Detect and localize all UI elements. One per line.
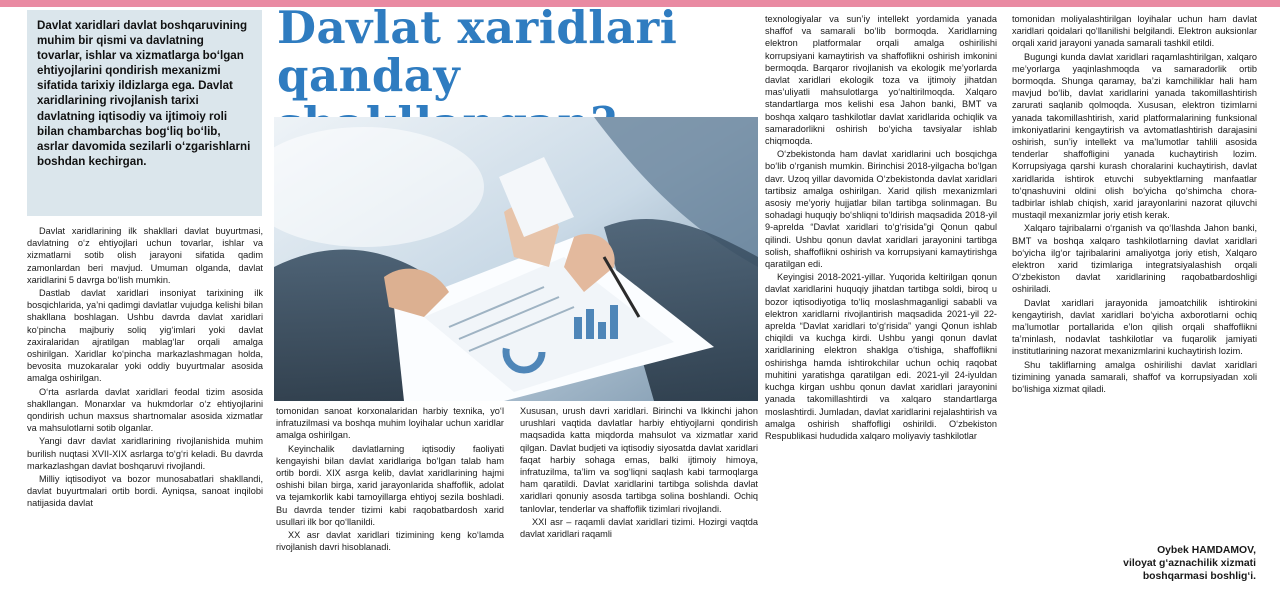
lead-box [27,10,262,216]
col2-paragraph: XX asr davlat xaridlari tizimining keng ko‘lamda rivojlanish davri hisoblanadi. [276,530,504,553]
col3-paragraph: Xususan, urush davri xaridlari. Birinchi va Ikkinchi jahon urushlari vaqtida davlatlar harbiy ehtiyojlarni qondirish maqsadida katta miqdorda mahsulot va xizmatlar xarid qilgan. Davlat budjeti va iqtisodiy siyosatda davlat xaridlari faqat harbiy sohaga emas, balki ijtimoiy himoya, infratuzilma, ta’lim va sog‘liqni saqlash kabi tarmoqlarga ham qaratildi. Davlat xaridlarini tartibga solishda davlat xaridlari qonuniy asosda tartibga solina boshlandi. Ochiq tanlovlar, tenderlar va shaffoflik tizimlari rivojlandi. [520,406,758,514]
column-3 [520,405,758,607]
col5-paragraph: Xalqaro tajribalarni o‘rganish va qo‘llashda Jahon banki, BMT va boshqa xalqaro tashkilotlarning davlat xaridlari bo‘yicha ilg‘or tajribalarini amaliyotga joriy etish, Xalqaro elektron xarid tizimlariga integratsiyalashish orqali O‘zbekiston davlat xaridlarining raqobatbardoshligi oshiriladi. [1012,223,1257,295]
col4-paragraph: Keyingisi 2018-2021-yillar. Yuqorida keltirilgan qonun davlat xaridlarini huquqiy jihatdan tartibga soldi, biroq u bozor iqtisodiyotiga to‘liq moslashmaganligi sababli va elektron xaridlarni rivojlantirish maqsadida 2021-yil 22-aprelda “Davlat xaridlari to‘g‘risida” yangi Qonun ishlab chiqildi va kuchga kirdi. Ushbu yangi qonun davlat xaridlarining elektron shaklga o‘tishiga, shaffoflikni oshirishga hamda ishtirokchilar uchun ochiq raqobat muhitini yaratishga qaratilgan edi. 2021-yil 24-iyuldan kuchga kirgan ushbu qonun davlat xaridlari jarayonini yanada takomillashtirdi va xalqaro standartlarga moslashtirdi. Jumladan, davlat xaridlarini rejalashtirish va amalga oshirish shaffofligi oshirildi. O‘zbekiston Respublikasi hududida xalqaro moliyaviy tashkilotlar [765,272,997,441]
author-name: Oybek HAMDAMOV, [1157,545,1256,556]
col1-paragraph: Milliy iqtisodiyot va bozor munosabatlari shakllandi, davlat buyurtmalari ortib bordi. Ayniqsa, sanoat inqilobi natijasida davlat [27,474,263,509]
col1-paragraph: Dastlab davlat xaridlari insoniyat tarixining ilk bosqichlarida, ya’ni qadimgi davlatlar vujudga kelishi bilan shakllana boshlagan. Ushbu davrda davlat xaridlari ko‘pincha majburiy soliq yig‘imlari yoki davlat zaxiralaridan ajratilgan mablag‘lar orqali amalga oshirilgan. Xaridlar ko‘pincha markazlashmagan holda, bevosita muzokaralar yoki oddiy buyurtmalar asosida amalga oshirilgan. [27,288,263,384]
author-signature [1008,544,1256,583]
article-title: Davlat xaridlari qanday [277,1,678,102]
column-1 [27,225,263,607]
col4-paragraph: O‘zbekistonda ham davlat xaridlarini uch bosqichga bo‘lib o‘rganish mumkin. Birinchisi 2018-yilgacha bo‘lgan davr. Uzoq yillar davomida O‘zbekistonda davlat xaridlari tartibsiz amalga oshirilgan. Xarid qilish mexanizmlari asosiy me’yoriy hujjatlar bilan tartibga solinmagan. Bu sohadagi huquqiy bo‘shliqni to‘ldirish maqsadida 2018-yil 9-aprelda “Davlat xaridlari to‘g‘risida”gi Qonun qabul qilindi. Ushbu qonun davlat xaridlari jarayonini tartibga solish, shaffoflikni oshirish va korrupsiyani kamaytirishga qaratilgan edi. [765,149,997,270]
col5-paragraph: Bugungi kunda davlat xaridlari raqamlashtirilgan, xalqaro me’yorlarga yaqinlashmoqda va samaradorlik ortib bormoqda. Shunga qaramay, ba’zi kamchiliklar hali ham mavjud bo‘lib, davlat xaridlarini yanada takomillashtirish zarurati saqlanib qolmoqda. Xususan, elektron tizimlarni yanada takomillashtirish, xarid platformalarining funksional imkoniyatlarini kengaytirish va avtomatlashtirish darajasini oshirish, sun’iy intellekt va ma’lumotlar tahlili asosida tenderlar shaffofligini yanada kuchaytirish lozim. Korrupsiyaga qarshi kurash choralarini kuchaytirish, davlat xaridlarida ishtirok etuvchi subyektlarning manfaatlar to‘qnashuvini oldini olish bo‘yicha qo‘shimcha chora-tadbirlar ishlab chiqish, xarid jarayonlarini nazorat qiluvchi mustaqil mexanizmlar joriy etish kerak. [1012,51,1257,221]
column-5 [1012,13,1257,543]
author-position: viloyat g‘aznachilik xizmati [1123,558,1256,569]
lead-text: Davlat xaridlari davlat boshqaruvining muhim bir qismi va davlatning tovarlar, ishlar va xizmatlarga bo‘lgan ehtiyojlarini qondirish mexanizmi sifatida tarixiy ildizlarga ega. Davlat xaridlarining rivojlanish tarixi davlatning iqtisodiy va ijtimoiy roli bilan chambarchas bog‘liq bo‘lib, asrlar davomida sezilarli o‘zgarishlarni boshdan kechirgan. [37,19,251,168]
column-2 [276,405,504,607]
col5-paragraph: tomonidan moliyalashtirilgan loyihalar uchun ham davlat xaridlari qoidalari qo‘llanilishi belgilandi. Elektron auksionlar orqali xarid jarayoni yanada samarali tashkil etildi. [1012,14,1257,49]
col3-paragraph: XXI asr – raqamli davlat xaridlari tizimi. Hozirgi vaqtda davlat xaridlari raqamli [520,516,758,540]
col4-paragraph: texnologiyalar va sun’iy intellekt yordamida yanada shaffof va samarali bo‘lib bormoqda. Xaridlarning elektron platformalar orqali amalga oshirilishi korrupsiyani kamaytirish va shaffoflikni oshirish imkonini bermoqda. Barqaror rivojlanish va ekologik me’yorlarda davlat xaridlari ekologik toza va ijtimoiy jihatdan mas’uliyatli mahsulotlarga yo‘naltirilmoqda. Xalqaro standartlarga mos kelishi esa Jahon banki, BMT va boshqa xalqaro tashkilotlar davlat xaridlarida ochiqlik va samaradorlikni oshirish bo‘yicha tavsiyalar ishlab chiqmoqda. [765,14,997,147]
business-documents-photo [274,117,758,401]
col1-paragraph: Yangi davr davlat xaridlarining rivojlanishida muhim burilish nuqtasi XVII-XIX asrlarga to‘g‘ri keladi. Bu davrda markazlashgan davlat boshqaruvi rivojlandi. [27,436,263,471]
author-position: boshqarmasi boshlig‘i. [1142,571,1256,582]
col5-paragraph: Shu takliflarning amalga oshirilishi davlat xaridlari tizimining yanada samarali, shaffof va korrupsiyadan xoli bo‘lishiga xizmat qiladi. [1012,359,1257,395]
col5-paragraph: Davlat xaridlari jarayonida jamoatchilik ishtirokini kengaytirish, davlat xaridlari bo‘yicha axborotlarni ochiq ma’lumotlar portallarida e’lon qilish orqali shaffoflikni ta’minlash, nodavlat tashkilotlar va fuqarolik jamiyati institutlarining nazorat mexanizmlarini kuchaytirish lozim. [1012,297,1257,357]
article-photo [274,117,758,401]
col1-paragraph: Davlat xaridlarining ilk shakllari davlat buyurtmasi, davlatning o‘z ehtiyojlari uchun tovarlar, ishlar va xizmatlarni sotib olish jarayoni sifatida qadim zamonlardan beri mavjud. Umuman olganda, davlat xaridlarini 5 davrga bo‘lish mumkin. [27,226,263,285]
col2-paragraph: Keyinchalik davlatlarning iqtisodiy faoliyati kengayishi bilan davlat xaridlariga bo‘lgan talab ham ortib bordi. XIX asrga kelib, davlat xaridlarining hajmi oshishi bilan birga, xarid jarayonlarida shaffoflik, adolat va tejamkorlik kabi tamoyillarga ehtiyoj sezila boshladi. Bu davrda tender tizimi kabi raqobatbardosh xarid usullari ilk bor qo‘llanildi. [276,443,504,527]
col1-paragraph: O‘rta asrlarda davlat xaridlari feodal tizim asosida shakllangan. Monarxlar va hukmdorlar o‘z ehtiyojlarini qondirish uchun maxsus shartnomalar asosida xizmatlar va mahsulotlarni sotib olganlar. [27,386,263,434]
col2-paragraph: tomonidan sanoat korxonalaridan harbiy texnika, yo‘l infratuzilmasi va boshqa muhim loyihalar uchun xaridlar amalga oshirilgan. [276,406,504,441]
column-4 [765,13,997,607]
